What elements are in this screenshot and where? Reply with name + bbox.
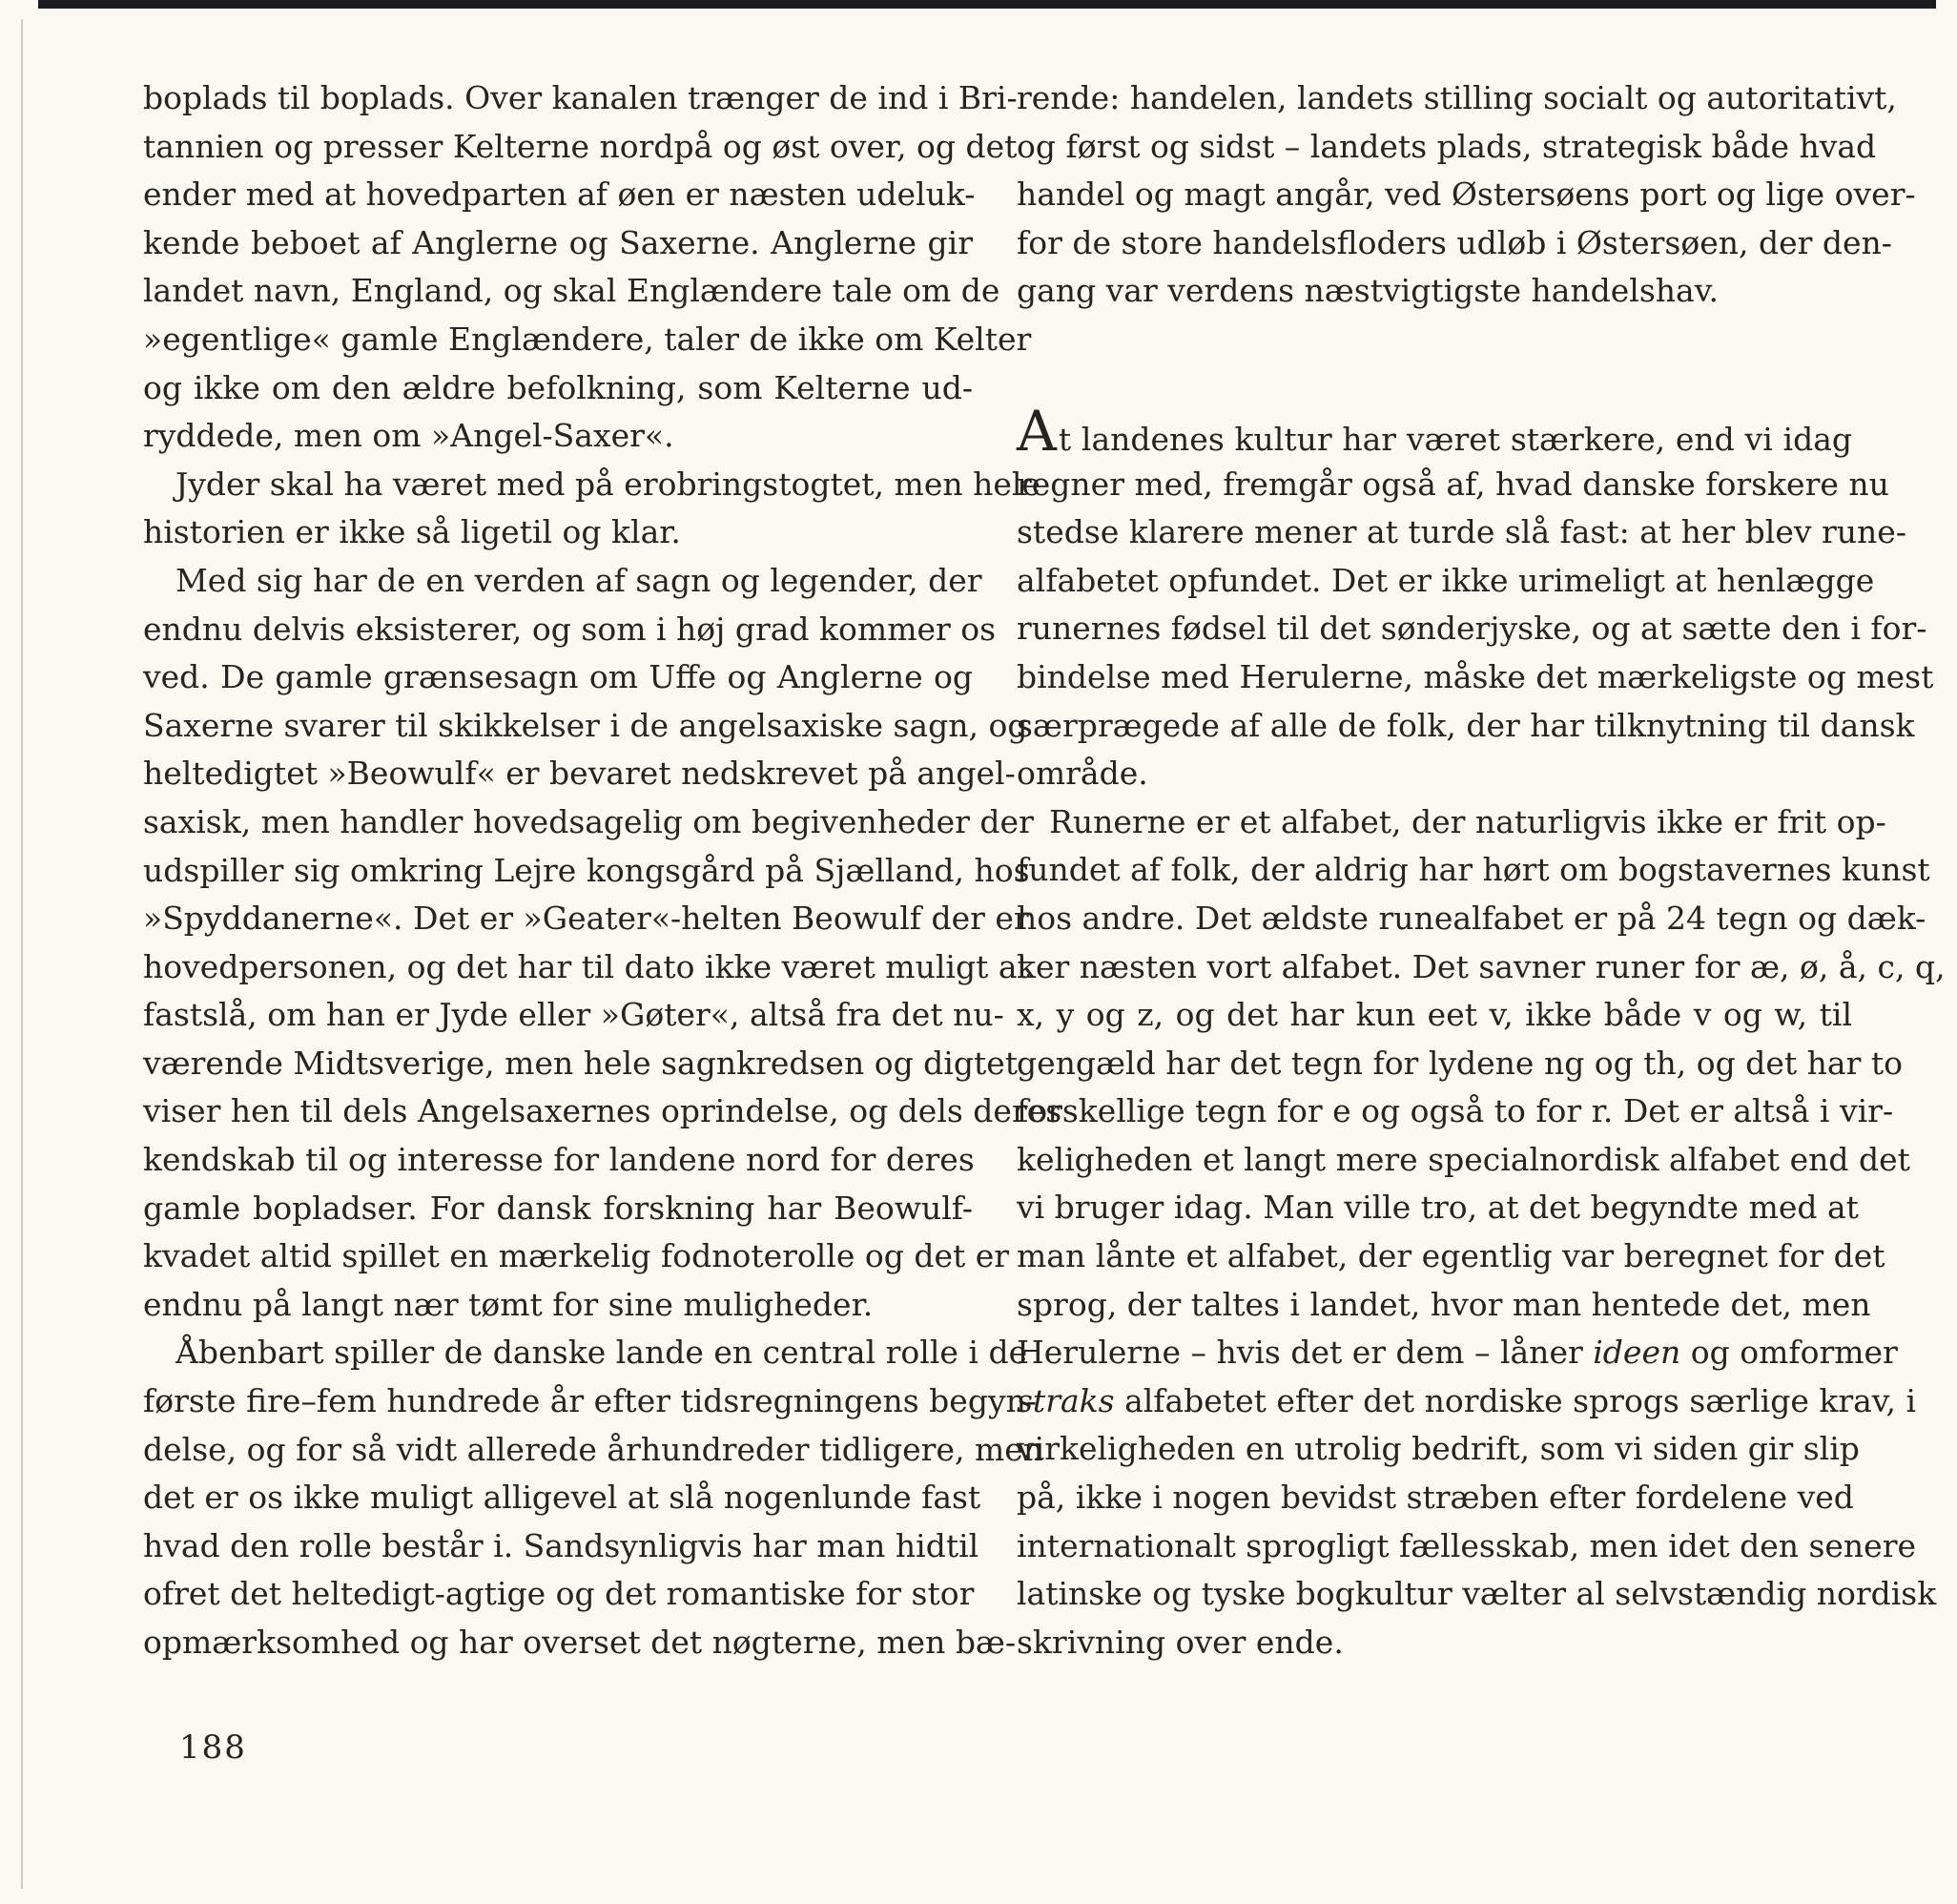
text-line: og ikke om den ældre befolkning, som Kelterne ud- [143,368,973,406]
text-line: ryddede, men om »Angel-Saxer«. [143,417,674,455]
text-line: Med sig har de en verden af sagn og legender, der [175,561,982,599]
text-line: kvadet altid spillet en mærkelig fodnoterolle og det er [143,1237,1010,1275]
text-segment: alfabetet efter det nordiske sprogs særlige krav, i [1114,1381,1917,1419]
text-line: latinske og tyske bogkultur vælter al selvstændig nordisk [1017,1575,1937,1613]
text-line: og først og sidst – landets plads, strategisk både hvad [1017,127,1877,165]
page-number: 188 [179,1728,247,1767]
text-line: opmærksomhed og har overset det nøgterne, men bæ- [143,1624,1017,1661]
text-line: særprægede af alle de folk, der har tilknytning til dansk [1017,706,1915,744]
text-line: sprog, der taltes i landet, hvor man hentede det, men [1017,1285,1871,1323]
text-line: internationalt sprogligt fællesskab, men idet den senere [1017,1526,1917,1564]
text-line: værende Midtsverige, men hele sagnkredsen og digtet [143,1044,1019,1082]
text-line: man lånte et alfabet, der egentlig var beregnet for det [1017,1237,1885,1275]
text-segment: og omformer [1680,1334,1898,1372]
text-line: »egentlige« gamle Englændere, taler de ikke om Kelter [143,320,1032,358]
text-line: boplads til boplads. Over kanalen trænger de ind i Bri- [143,79,1018,116]
text-line: fastslå, om han er Jyde eller »Gøter«, altså fra det nu- [143,996,1004,1034]
section-break [1017,316,1852,412]
text-line: det er os ikke muligt alligevel at slå nogenlunde fast [143,1479,981,1517]
text-line: virkeligheden en utrolig bedrift, som vi siden gir slip [1017,1430,1860,1468]
text-line: skrivning over ende. [1017,1623,1344,1661]
text-line: stedse klarere mener at turde slå fast: at her blev rune- [1017,513,1906,551]
text-line: første fire–fem hundrede år efter tidsregningens begyn- [143,1382,1038,1420]
text-line: regner med, fremgår også af, hvad danske forskere nu [1017,465,1889,503]
text-line: område. [1017,755,1148,793]
text-line-heruler [1017,1329,1898,1377]
text-line: ved. De gamle grænsesagn om Uffe og Anglerne og [143,658,973,696]
text-line: ender med at hovedparten af øen er næsten udeluk- [143,176,976,214]
text-line: runernes fødsel til det sønderjyske, og at sætte den i for- [1017,610,1927,648]
text-line: på, ikke i nogen bevidst stræben efter fordelene ved [1017,1479,1854,1517]
text-line: x, y og z, og det har kun eet v, ikke både v og w, til [1017,996,1852,1034]
text-line: ofret det heltedigt-agtige og det romantiske for stor [143,1575,975,1613]
text-line: gengæld har det tegn for lydene ng og th, og det har to [1017,1044,1903,1082]
text-line-straks [1017,1377,1917,1426]
text-line: saxisk, men handler hovedsagelig om begivenheder der [143,802,1034,840]
right-column-paragraph-trade [1017,74,1916,316]
right-column [1017,74,1946,1666]
text-line: delse, og for så vidt allerede århundreder tidligere, men [143,1430,1044,1468]
dropcap-line-rest: t landenes kultur har været stærkere, end vi idag [1058,420,1852,458]
text-line: hvad den rolle består i. Sandsynligvis har man hidtil [143,1526,979,1564]
text-line: Åbenbart spiller de danske lande en central rolle i de [175,1334,1028,1372]
right-column-paragraph-runes [1017,461,1946,1330]
spine-edge [21,19,23,1889]
text-segment: Herulerne – hvis det er dem – låner [1017,1334,1594,1372]
italic-word: straks [1017,1381,1115,1419]
text-line: forskellige tegn for e og også to for r. Det er altså i vir- [1017,1092,1894,1130]
text-line: historien er ikke så ligetil og klar. [143,513,681,551]
text-line: bindelse med Herulerne, måske det mærkeligste og mest [1017,657,1934,695]
text-line: Jyder skal ha været med på erobringstogtet, men hele [175,465,1040,503]
text-line: alfabetet opfundet. Det er ikke urimeligt at henlægge [1017,561,1875,599]
text-line: handel og magt angår, ved Østersøens port og lige over- [1017,176,1916,214]
text-line: kende beboet af Anglerne og Saxerne. Anglerne gir [143,223,973,261]
text-line: endnu delvis eksisterer, og som i høj grad kommer os [143,610,997,648]
text-line: gang var verdens næstvigtigste handelshav. [1017,272,1719,310]
text-line: Saxerne svarer til skikkelser i de angelsaxiske sagn, og [143,706,1028,744]
dropcap-line [1017,398,1852,464]
text-line: fundet af folk, der aldrig har hørt om bogstavernes kunst [1017,851,1930,889]
text-line: Runerne er et alfabet, der naturligvis ikke er frit op- [1049,802,1886,840]
left-column [143,74,1062,1667]
text-line: udspiller sig omkring Lejre kongsgård på Sjælland, hos [143,851,1030,889]
top-edge-rule [38,0,1936,9]
text-line: ker næsten vort alfabet. Det savner runer for æ, ø, å, c, q, [1017,947,1946,985]
text-line: viser hen til dels Angelsaxernes oprindelse, og dels deres [143,1092,1062,1130]
right-column-paragraph-end [1017,1425,1937,1666]
drop-cap: A [1017,398,1057,464]
text-line: hos andre. Det ældste runealfabet er på 24 tegn og dæk- [1017,899,1926,937]
text-line: keligheden et langt mere specialnordisk alfabet end det [1017,1140,1910,1178]
text-line: »Spyddanerne«. Det er »Geater«-helten Beowulf der er [143,900,1029,938]
text-line: landet navn, England, og skal Englændere tale om de [143,272,1000,310]
text-line: vi bruger idag. Man ville tro, at det begyndte med at [1017,1189,1859,1227]
text-line: tannien og presser Kelterne nordpå og øst over, og det [143,127,1018,165]
text-line: gamle bopladser. For dansk forskning har Beowulf- [143,1189,973,1227]
text-line: rende: handelen, landets stilling socialt og autoritativt, [1017,79,1897,116]
italic-word: ideen [1593,1334,1681,1372]
text-line: heltedigtet »Beowulf« er bevaret nedskrevet på angel- [143,755,1016,793]
text-line: hovedpersonen, og det har til dato ikke været muligt at [143,947,1030,985]
text-line: for de store handelsfloders udløb i Østersøen, der den- [1017,223,1892,261]
text-line: endnu på langt nær tømt for sine muligheder. [143,1285,874,1323]
text-line: kendskab til og interesse for landene nord for deres [143,1141,975,1179]
